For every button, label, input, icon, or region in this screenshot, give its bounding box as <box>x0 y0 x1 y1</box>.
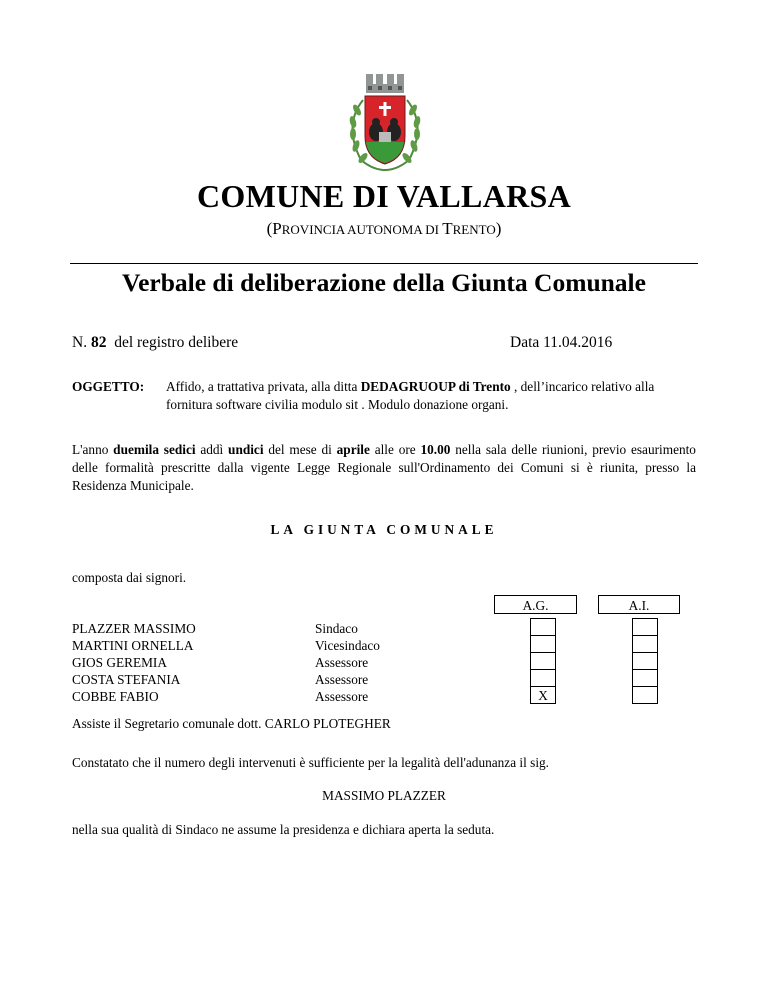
ai-cell <box>632 652 658 670</box>
crown-icon <box>366 74 404 93</box>
absence-unjustified-column <box>632 619 658 704</box>
document-heading: Verbale di deliberazione della Giunta Comunale <box>122 268 646 297</box>
president-name: MASSIMO PLAZZER <box>322 788 446 803</box>
member-role: Assessore <box>315 689 369 704</box>
subject-label: OGGETTO: <box>72 379 145 394</box>
ag-cell <box>530 652 556 670</box>
members-names <box>72 620 196 705</box>
member-name: GIOS GEREMIA <box>72 655 167 670</box>
ai-cell <box>632 686 658 704</box>
member-name: COBBE FABIO <box>72 689 159 704</box>
member-name: COSTA STEFANIA <box>72 672 181 687</box>
ag-cell <box>530 669 556 687</box>
member-role: Vicesindaco <box>315 638 380 653</box>
member-role: Assessore <box>315 672 369 687</box>
ag-cell: X <box>530 686 556 704</box>
quorum-line: Constatato che il numero degli intervenuti è sufficiente per la legalità dell'adunanza il sig. <box>72 755 549 770</box>
header-divider <box>70 263 698 264</box>
ai-cell <box>632 635 658 653</box>
ag-cell <box>530 618 556 636</box>
secretary-line: Assiste il Segretario comunale dott. CARLO PLOTEGHER <box>72 716 391 731</box>
section-heading: LA GIUNTA COMUNALE <box>270 522 498 537</box>
members-roles <box>315 620 380 705</box>
page-title: COMUNE DI VALLARSA <box>196 178 572 214</box>
province-subtitle: (PROVINCIA AUTONOMA DI TRENTO) <box>266 219 502 238</box>
presidency-line: nella sua qualità di Sindaco ne assume la presidenza e dichiara aperta la seduta. <box>72 822 495 837</box>
preamble-paragraph: L'anno duemila sedici addì undici del mese di aprile alle ore 10.00 nella sala delle riunioni, previo esaurimento delle formalità prescritte dalla vigente Legge Regionale sull'Ordinamento dei Comuni si è riunita, presso la Residenza Municipale. <box>72 442 696 493</box>
column-header-ag: A.G. <box>494 595 577 614</box>
register-number: N. 82 del registro delibere <box>72 334 239 351</box>
ag-cell <box>530 635 556 653</box>
ai-cell <box>632 669 658 687</box>
member-role: Sindaco <box>315 621 358 636</box>
member-role: Assessore <box>315 655 369 670</box>
subject-text: Affido, a trattativa privata, alla ditta DEDAGRUOUP di Trento , dell’incarico relativo alla fornitura software civilia modulo sit . Modulo donazione organi. <box>166 379 655 412</box>
column-header-ai: A.I. <box>598 595 680 614</box>
member-name: PLAZZER MASSIMO <box>72 621 196 636</box>
register-date: Data 11.04.2016 <box>510 334 613 351</box>
composed-by-text: composta dai signori. <box>72 570 187 585</box>
ai-cell <box>632 618 658 636</box>
coat-of-arms-emblem <box>333 70 437 178</box>
member-name: MARTINI ORNELLA <box>72 638 194 653</box>
absence-justified-column <box>530 619 556 704</box>
